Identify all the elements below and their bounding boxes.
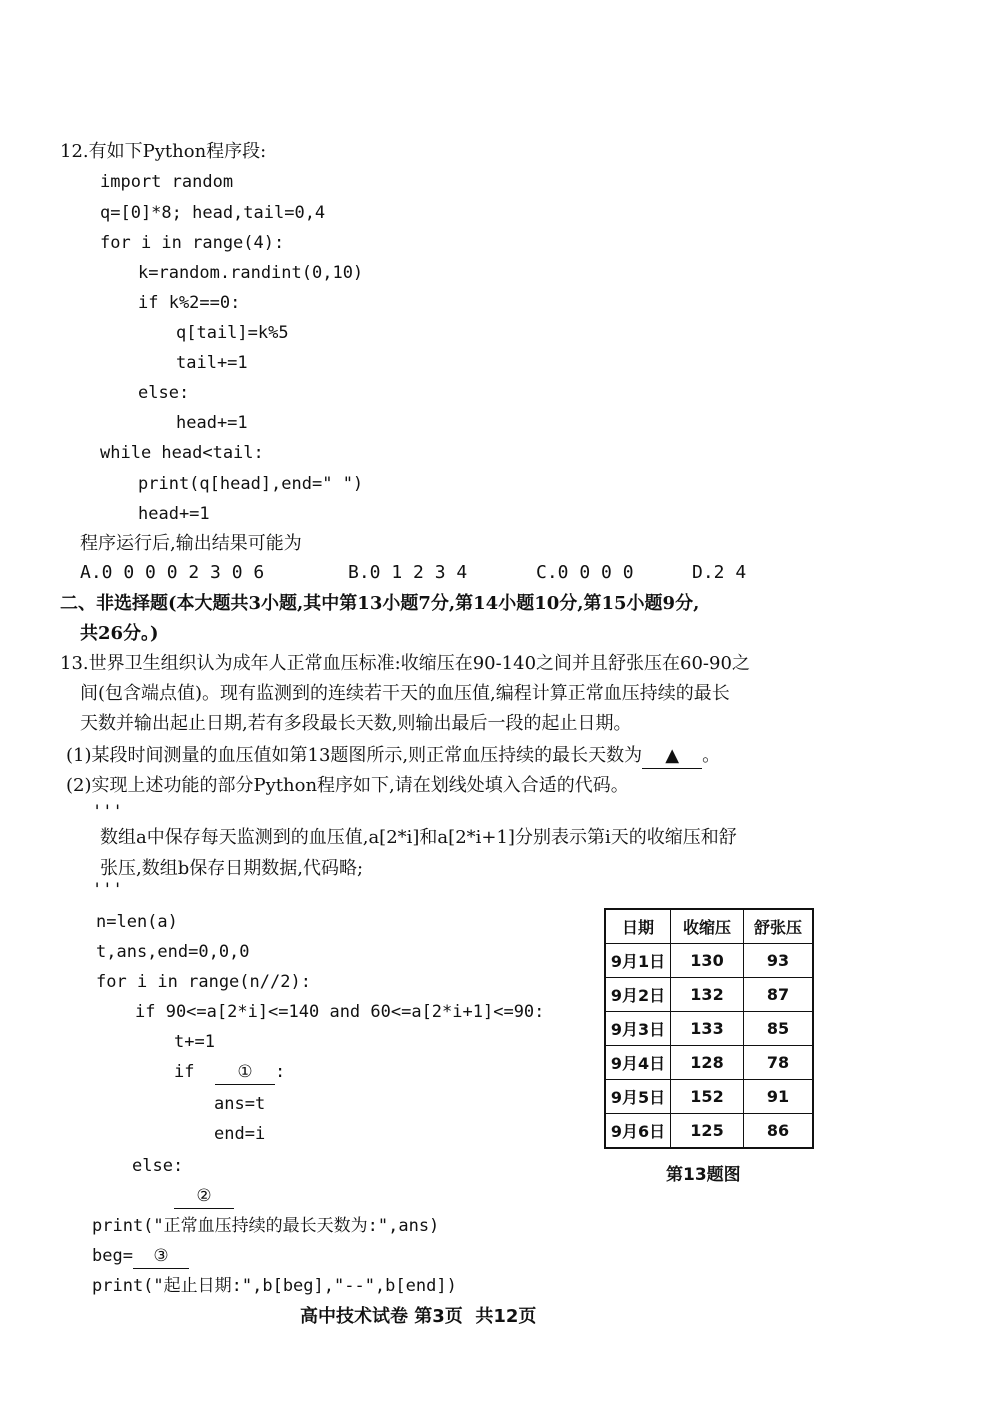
beg-assign: beg= — [92, 1246, 133, 1266]
option-d: D.2 4 — [692, 562, 747, 583]
page-footer: 高中技术试卷 第3页 共12页 — [300, 1306, 537, 1327]
q13-part1: (1)某段时间测量的血压值如第13题图所示,则正常血压持续的最长天数为 ▲ 。 — [66, 744, 720, 769]
table-cell: 152 — [671, 1080, 744, 1114]
q13-code-line: n=len(a) — [96, 912, 178, 932]
table-cell: 87 — [744, 978, 814, 1012]
section2-heading-cont: 共26分。) — [80, 623, 159, 644]
option-b: B.0 1 2 3 4 — [348, 562, 468, 583]
docstring-quote: ''' — [92, 802, 123, 822]
blank-2-label: ② — [196, 1186, 212, 1206]
blank-3-label: ③ — [153, 1246, 169, 1266]
table-header-row — [605, 909, 813, 944]
table-cell: 78 — [744, 1046, 814, 1080]
q13-code-beg-line — [92, 1244, 189, 1269]
table-header: 收缩压 — [671, 909, 744, 944]
q13-intro: 间(包含端点值)。现有监测到的连续若干天的血压值,编程计算正常血压持续的最长 — [80, 683, 730, 704]
table-row — [605, 1012, 813, 1046]
if-keyword: if — [174, 1062, 195, 1082]
table-cell: 133 — [671, 1012, 744, 1046]
q12-code-line: import random — [100, 172, 234, 192]
table-header: 日期 — [605, 909, 671, 944]
answer-blank-2[interactable] — [174, 1184, 234, 1209]
q12-question: 程序运行后,输出结果可能为 — [80, 533, 302, 554]
section2-heading: 二、非选择题(本大题共3小题,其中第13小题7分,第14小题10分,第15小题9分, — [60, 593, 700, 614]
q13-code-line: for i in range(n//2): — [96, 972, 311, 992]
q12-code-line: for i in range(4): — [100, 233, 285, 253]
table-cell: 86 — [744, 1114, 814, 1149]
q12-code-line: head+=1 — [138, 504, 210, 524]
docstring-line: 张压,数组b保存日期数据,代码略; — [100, 858, 364, 879]
q12-code-line: if k%2==0: — [138, 293, 241, 313]
docstring-quote: ''' — [92, 880, 123, 900]
q12-code-line: print(q[head],end=" ") — [138, 474, 364, 494]
table-row — [605, 1114, 813, 1149]
table-row — [605, 944, 813, 978]
blank-1-label: ① — [237, 1062, 253, 1082]
q12-title: 12.有如下Python程序段: — [60, 141, 267, 162]
option-c: C.0 0 0 0 — [536, 562, 634, 583]
q12-code-line: q=[0]*8; head,tail=0,4 — [100, 203, 326, 223]
table-cell: 93 — [744, 944, 814, 978]
table-cell: 85 — [744, 1012, 814, 1046]
q13-code-line: t+=1 — [174, 1032, 215, 1052]
q13-code-blank2-line — [174, 1184, 234, 1209]
table-row — [605, 1080, 813, 1114]
q12-code-line: else: — [138, 383, 190, 403]
table-header: 舒张压 — [744, 909, 814, 944]
table-cell: 9月3日 — [605, 1012, 671, 1046]
table-cell: 9月1日 — [605, 944, 671, 978]
q13-code-line: end=i — [214, 1124, 266, 1144]
table-cell: 128 — [671, 1046, 744, 1080]
q13-code-if-line — [174, 1060, 285, 1085]
q12-code-line: tail+=1 — [176, 353, 248, 373]
table-cell: 9月6日 — [605, 1114, 671, 1149]
table-cell: 125 — [671, 1114, 744, 1149]
q13-code-line: else: — [132, 1156, 184, 1176]
table-cell: 9月4日 — [605, 1046, 671, 1080]
table-row — [605, 1046, 813, 1080]
q13-part2: (2)实现上述功能的部分Python程序如下,请在划线处填入合适的代码。 — [66, 775, 629, 796]
table-cell: 9月5日 — [605, 1080, 671, 1114]
answer-blank-1[interactable] — [215, 1060, 275, 1085]
docstring-line: 数组a中保存每天监测到的血压值,a[2*i]和a[2*i+1]分别表示第i天的收缩压和舒 — [100, 827, 737, 848]
table-cell: 9月2日 — [605, 978, 671, 1012]
answer-blank-part1[interactable] — [642, 744, 702, 769]
table-cell: 130 — [671, 944, 744, 978]
q13-code-line: ans=t — [214, 1094, 266, 1114]
q13-code-line: print("正常血压持续的最长天数为:",ans) — [92, 1216, 440, 1236]
blood-pressure-table — [604, 908, 814, 1149]
table-cell: 91 — [744, 1080, 814, 1114]
triangle-icon: ▲ — [665, 745, 680, 766]
q13-code-line: if 90<=a[2*i]<=140 and 60<=a[2*i+1]<=90: — [135, 1002, 545, 1022]
q13-part1-text: (1)某段时间测量的血压值如第13题图所示,则正常血压持续的最长天数为 — [66, 745, 643, 766]
q12-code-line: while head<tail: — [100, 443, 264, 463]
option-a: A.0 0 0 0 2 3 0 6 — [80, 562, 265, 583]
table-caption: 第13题图 — [666, 1165, 741, 1185]
q13-intro: 13.世界卫生组织认为成年人正常血压标准:收缩压在90-140之间并且舒张压在60-90之 — [60, 653, 750, 674]
table-cell: 132 — [671, 978, 744, 1012]
table-row — [605, 978, 813, 1012]
q13-code-line: print("起止日期:",b[beg],"--",b[end]) — [92, 1276, 457, 1296]
q13-code-line: t,ans,end=0,0,0 — [96, 942, 250, 962]
colon: : — [274, 1062, 286, 1082]
q12-code-line: q[tail]=k%5 — [176, 323, 289, 343]
answer-blank-3[interactable] — [133, 1244, 189, 1269]
q12-code-line: k=random.randint(0,10) — [138, 263, 364, 283]
q13-intro: 天数并输出起止日期,若有多段最长天数,则输出最后一段的起止日期。 — [80, 713, 632, 734]
q12-code-line: head+=1 — [176, 413, 248, 433]
